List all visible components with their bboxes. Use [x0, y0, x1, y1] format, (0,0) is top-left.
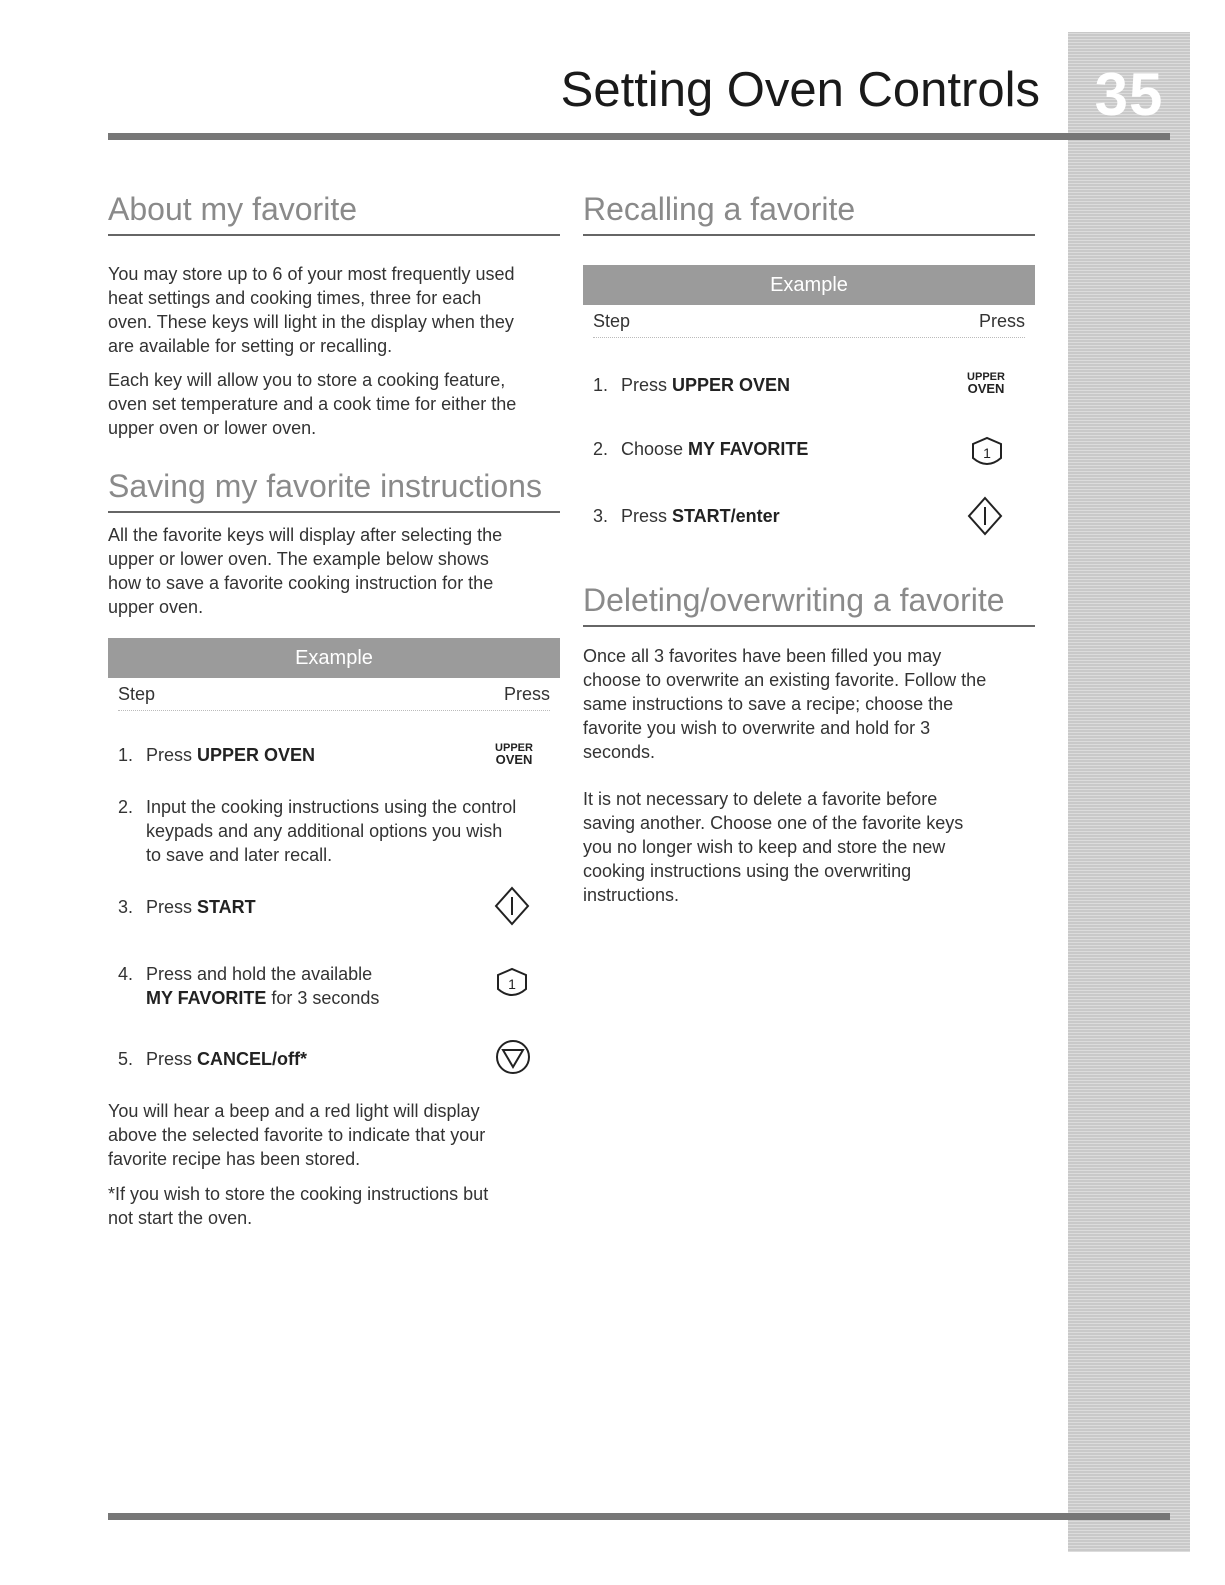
upper-oven-key[interactable]: UPPER OVEN	[495, 742, 533, 767]
start-diamond-icon[interactable]	[494, 886, 530, 926]
upper-oven-key[interactable]: UPPER OVEN	[967, 371, 1005, 396]
press-column-label: Press	[503, 684, 550, 704]
save-step-3: 3. Press START	[118, 897, 256, 917]
footnote-paragraph: *If you wish to store the cooking instructions but not start the oven.	[108, 1184, 489, 1228]
header-rule	[108, 133, 1170, 140]
my-favorite-key-icon[interactable]	[494, 967, 530, 1001]
step-header-left	[118, 678, 550, 711]
save-step-4: 4. Press and hold the available MY FAVORITE for 3 seconds	[118, 964, 380, 1008]
about-heading: About my favorite	[108, 191, 560, 236]
footer-rule	[108, 1513, 1170, 1520]
start-diamond-icon[interactable]	[967, 496, 1003, 536]
side-tab-bar	[1068, 32, 1190, 1552]
about-paragraph-1: You may store up to 6 of your most frequently used heat settings and cooking times, three for each oven. These keys will light in the display when they are available for setting or recalling.	[108, 264, 515, 356]
after-save-paragraph: You will hear a beep and a red light will display above the selected favorite to indicate that your favorite recipe has been stored.	[108, 1101, 486, 1169]
example-banner-right: Example	[583, 265, 1035, 305]
recall-heading: Recalling a favorite	[583, 191, 1035, 236]
press-column-label: Press	[978, 311, 1025, 331]
cancel-off-icon[interactable]	[494, 1038, 532, 1076]
delete-paragraph-2: It is not necessary to delete a favorite before saving another. Choose one of the favorite keys you no longer wish to keep and store the new cooking instructions using the overwriting instructions.	[583, 789, 964, 905]
delete-paragraph-1: Once all 3 favorites have been filled you may choose to overwrite an existing favorite. Follow the same instructions to save a recipe; choose the favorite you wish to overwrite and hold for 3 seconds.	[583, 646, 987, 762]
save-step-1: 1. Press UPPER OVEN	[118, 745, 316, 765]
page-number: 35	[1094, 61, 1164, 128]
my-favorite-key-icon[interactable]	[969, 436, 1005, 470]
save-step-2: 2. Input the cooking instructions using the control keypads and any additional options you wish to save and later recall.	[118, 797, 517, 865]
step-column-label: Step	[593, 311, 631, 331]
step-column-label: Step	[118, 684, 156, 704]
svg-text:1: 1	[983, 445, 991, 461]
delete-heading: Deleting/overwriting a favorite	[583, 582, 1035, 627]
recall-step-2: 2. Choose MY FAVORITE	[593, 439, 809, 459]
page-title: Setting Oven Controls	[560, 63, 1040, 117]
recall-step-3: 3. Press START/enter	[593, 506, 780, 526]
example-banner-left: Example	[108, 638, 560, 678]
save-step-5: 5. Press CANCEL/off*	[118, 1049, 308, 1069]
about-paragraph-2: Each key will allow you to store a cooking feature, oven set temperature and a cook time for either the upper oven or lower oven.	[108, 370, 517, 438]
recall-step-1: 1. Press UPPER OVEN	[593, 375, 791, 395]
saving-paragraph: All the favorite keys will display after selecting the upper or lower oven. The example below shows how to save a favorite cooking instruction for the upper oven.	[108, 525, 503, 617]
svg-text:1: 1	[508, 976, 516, 992]
step-header-right	[593, 305, 1025, 338]
saving-heading: Saving my favorite instructions	[108, 468, 560, 513]
